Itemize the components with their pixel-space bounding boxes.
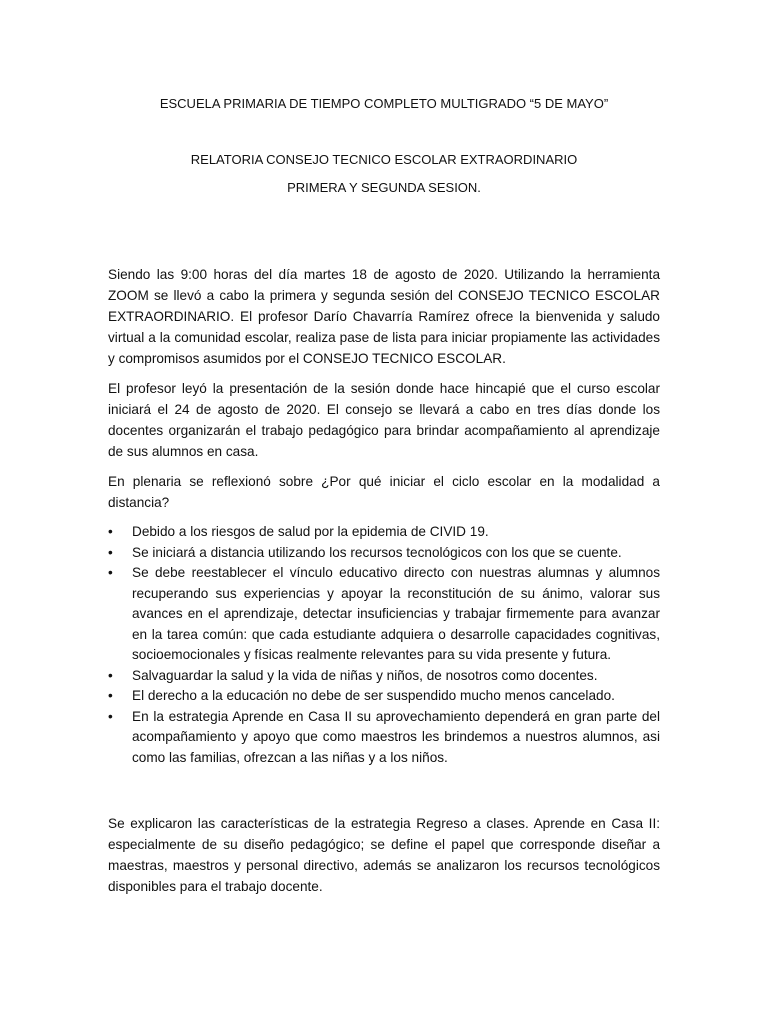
list-item: • El derecho a la educación no debe de ser suspendido mucho menos cancelado. xyxy=(132,686,660,707)
paragraph-question: En plenaria se reflexionó sobre ¿Por qué iniciar el ciclo escolar en la modalidad a distancia? xyxy=(108,474,660,510)
paragraph-presentation: El profesor leyó la presentación de la sesión donde hace hincapié que el curso escolar iniciará el 24 de agosto de 2020. El consejo se llevará a cabo en tres días donde los docentes organizarán el trabajo pedagógico para brindar acompañamiento al aprendizaje de sus alumnos en casa. xyxy=(108,381,660,459)
document-body xyxy=(108,264,660,906)
list-item: • Debido a los riesgos de salud por la epidemia de CIVID 19. xyxy=(132,522,660,543)
paragraph-strategy: Se explicaron las características de la estrategia Regreso a clases. Aprende en Casa II: especialmente de su diseño pedagógico; se define el papel que corresponde diseñar a maestras, maestros y personal directivo, además se analizaron los recursos tecnológicos disponibles para el trabajo docente. xyxy=(108,816,660,894)
list-item: • Se debe reestablecer el vínculo educativo directo con nuestras alumnas y alumnos recuperando sus experiencias y apoyar la reconstitución de su ánimo, valorar sus avances en el aprendizaje, detectar insuficiencias y trabajar firmemente para avanzar en la tarea común: que cada estudiante adquiera o desarrolle capacidades cognitivas, socioemocionales y físicas realmente relevantes para su vida presente y futura. xyxy=(132,563,660,666)
spacer xyxy=(108,777,660,813)
report-title: RELATORIA CONSEJO TECNICO ESCOLAR EXTRAORDINARIO xyxy=(190,152,578,167)
session-subtitle: PRIMERA Y SEGUNDA SESION. xyxy=(287,180,481,195)
list-item: • Se iniciará a distancia utilizando los recursos tecnológicos con los que se cuente. xyxy=(132,543,660,564)
list-item: • En la estrategia Aprende en Casa II su aprovechamiento dependerá en gran parte del acompañamiento y apoyo que como maestros les brindemos a nuestros alumnos, asi como las familias, ofrezcan a las niñas y a los niños. xyxy=(132,707,660,769)
reasons-list xyxy=(108,522,660,768)
paragraph-opening: Siendo las 9:00 horas del día martes 18 de agosto de 2020. Utilizando la herramienta ZOOM se llevó a cabo la primera y segunda sesión del CONSEJO TECNICO ESCOLAR EXTRAORDINARIO. El profesor Darío Chavarría Ramírez ofrece la bienvenida y saludo virtual a la comunidad escolar, realiza pase de lista para iniciar propiamente las actividades y compromisos asumidos por el CONSEJO TECNICO ESCOLAR. xyxy=(108,267,660,366)
list-item: • Salvaguardar la salud y la vida de niñas y niños, de nosotros como docentes. xyxy=(132,666,660,687)
school-heading: ESCUELA PRIMARIA DE TIEMPO COMPLETO MULTIGRADO “5 DE MAYO” xyxy=(159,96,609,111)
